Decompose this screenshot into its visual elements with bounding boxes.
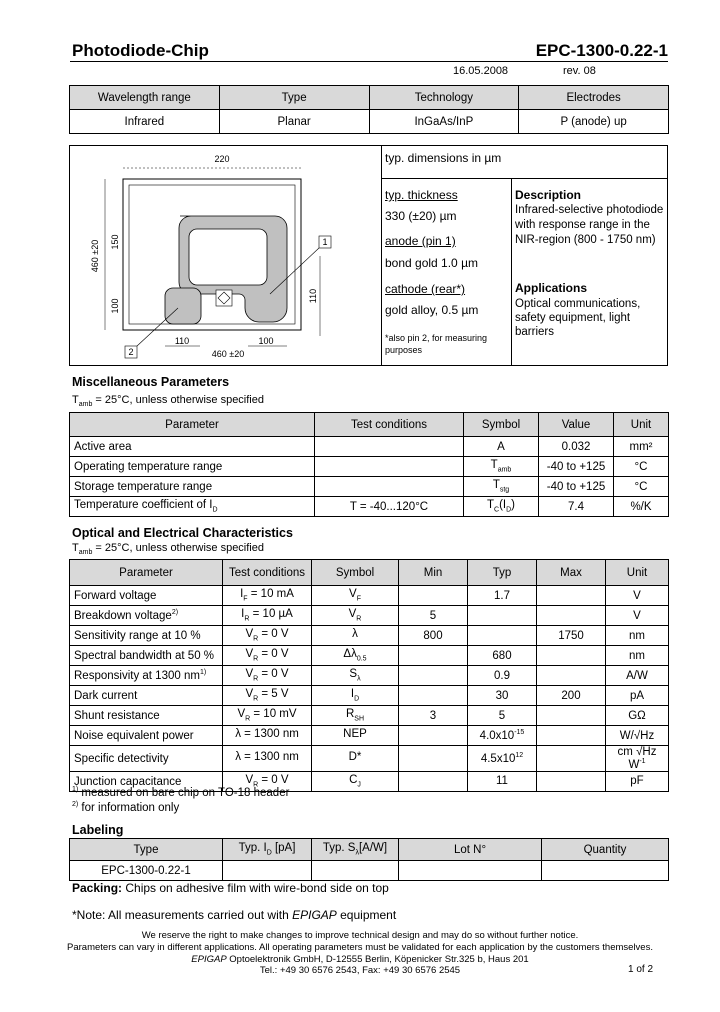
footer-line1: We reserve the right to make changes to improve technical design and may do so without further notice.: [141, 930, 579, 941]
opt-table: [69, 559, 669, 792]
table-row: Spectral bandwidth at 50 % $V_R = 0$ V $\Delta\lambda_{0.5}$ 680 nm: [70, 646, 669, 666]
dim-bottom: 460 ±20: [211, 349, 245, 359]
table-row: EPC-1300-0.22-1: [70, 861, 669, 881]
dim-right: 110: [308, 288, 318, 304]
opt-th-typ: Typ: [468, 560, 537, 586]
summary-table: [69, 85, 669, 134]
spec-divider-h: [381, 178, 668, 179]
table-row: Specific detectivity λ = 1300 nm D* $4.5x10^{12}$ cm √Hz $W^{-1}$: [70, 746, 669, 772]
cathode-note: *also pin 2, for measuring purposes: [385, 333, 488, 355]
dim-left-inner: 150: [110, 234, 120, 250]
anode-label: anode (pin 1): [385, 234, 456, 248]
dim-top: 220: [214, 154, 230, 164]
opt-th-symbol: Symbol: [312, 560, 399, 586]
opt-th-max: Max: [537, 560, 606, 586]
labeling-title: Labeling: [72, 823, 124, 837]
footnote-1: $^{1)}$ measured on bare chip on TO-18 header: [72, 786, 290, 799]
typ-dimensions: typ. dimensions in µm: [385, 151, 502, 165]
doc-date: 16.05.2008: [453, 65, 509, 77]
anode-value: bond gold 1.0 µm: [385, 256, 478, 270]
label-th-id: Typ. $I_D$ [pA]: [223, 839, 312, 861]
chip-drawing: [70, 146, 380, 365]
applications-text: Optical communications, safety equipment, light barriers: [515, 298, 641, 338]
td-wavelength: Infrared: [70, 110, 220, 134]
thickness-label: typ. thickness: [385, 188, 458, 202]
doc-rev: rev. 08: [563, 65, 596, 77]
footer-line3: EPIGAP Optoelektronik GmbH, D-12555 Berlin, Köpenicker Str.325 b, Haus 201: [191, 954, 529, 965]
opt-th-param: Parameter: [70, 560, 223, 586]
doc-title: Photodiode-Chip: [72, 41, 209, 60]
dim-bot-right: 100: [258, 336, 274, 346]
description-text: Infrared-selective photodiode with response range in the NIR-region (800 - 1750 nm): [515, 204, 664, 246]
table-row: Storage temperature range $T_{stg}$ -40 to +125 °C: [70, 477, 669, 497]
table-row: Junction capacitance $V_R = 0$ V $C_J$ 11 pF: [70, 771, 669, 791]
spec-divider-v2: [511, 178, 512, 366]
header-rule: [70, 61, 668, 62]
table-row: Noise equivalent power λ = 1300 nm NEP $4.0x10^{-15}$ W/√Hz: [70, 726, 669, 746]
dim-bot-left: 110: [174, 336, 190, 346]
table-row: Responsivity at 1300 $nm^{1)}$ $V_R = 0$ V $S_\lambda$ 0.9 A/W: [70, 666, 669, 686]
misc-th-cond: Test conditions: [315, 413, 464, 437]
misc-title: Miscellaneous Parameters: [72, 375, 230, 389]
description-title: Description: [515, 188, 582, 202]
th-technology: Technology: [369, 86, 519, 110]
misc-th-param: Parameter: [70, 413, 315, 437]
pin1-label: 1: [322, 237, 328, 247]
table-row: Temperature coefficient of $I_D$ T = -40...120°C $T_C(I_D)$ 7.4 %/K: [70, 497, 669, 517]
table-row: Shunt resistance $V_R = 10$ mV $R_{SH}$ 3 5 GΩ: [70, 706, 669, 726]
table-row: Active area A 0.032 mm²: [70, 437, 669, 457]
misc-th-unit: Unit: [614, 413, 669, 437]
dim-left-low: 100: [110, 298, 120, 314]
td-type: Planar: [219, 110, 369, 134]
misc-th-symbol: Symbol: [464, 413, 539, 437]
opt-title: Optical and Electrical Characteristics: [72, 526, 293, 540]
table-row: Sensitivity range at 10 % $V_R = 0$ V λ 800 1750 nm: [70, 626, 669, 646]
opt-th-unit: Unit: [606, 560, 669, 586]
footer-line2: Parameters can vary in different applications. All operating parameters must be validated for each application by the customers themselves.: [67, 942, 653, 953]
opt-th-cond: Test conditions: [223, 560, 312, 586]
table-row: Dark current $V_R = 5$ V $I_D$ 30 200 pA: [70, 686, 669, 706]
th-electrodes: Electrodes: [519, 86, 669, 110]
labeling-table: [69, 838, 669, 881]
opt-conditions: $T_{amb} = 25^\circ C$, unless otherwise specified: [72, 542, 264, 557]
opt-th-min: Min: [399, 560, 468, 586]
active-area: [189, 229, 267, 285]
measurement-note: *Note: All measurements carried out with EPIGAP equipment: [72, 908, 397, 922]
misc-table: [69, 412, 669, 517]
th-wavelength: Wavelength range: [70, 86, 220, 110]
table-row: Operating temperature range $T_{amb}$ -40 to +125 °C: [70, 457, 669, 477]
th-type: Type: [219, 86, 369, 110]
footer-line4: Tel.: +49 30 6576 2543, Fax: +49 30 6576 2545: [259, 965, 461, 976]
cathode-value: gold alloy, 0.5 µm: [385, 303, 479, 317]
label-th-s: Typ. $S_\lambda[A/W]$: [312, 839, 399, 861]
td-electrodes: P (anode) up: [519, 110, 669, 134]
applications-title: Applications: [515, 281, 588, 295]
label-th-lot: Lot N°: [399, 839, 542, 861]
label-th-qty: Quantity: [542, 839, 669, 861]
misc-conditions: $T_{amb} = 25^\circ C$, unless otherwise specified: [72, 394, 264, 409]
footnote-2: $^{2)}$ for information only: [72, 801, 180, 814]
page-number: 1 of 2: [628, 964, 654, 975]
thickness-value: 330 (±20) µm: [385, 209, 457, 223]
cathode-pad: [165, 288, 201, 324]
part-number: EPC-1300-0.22-1: [535, 41, 668, 60]
table-row: Forward voltage $I_F = 10$ mA $V_F$ 1.7 V: [70, 586, 669, 606]
label-th-type: Type: [70, 839, 223, 861]
cathode-label: cathode (rear*): [385, 282, 466, 296]
dim-left-outer: 460 ±20: [90, 239, 100, 273]
table-row: Breakdown voltage$^{2)}$ $I_R = 10$ µA $V_R$ 5 V: [70, 606, 669, 626]
pin2-label: 2: [128, 347, 134, 357]
td-technology: InGaAs/InP: [369, 110, 519, 134]
packing: Packing: Chips on adhesive film with wire-bond side on top: [72, 881, 389, 895]
misc-th-value: Value: [539, 413, 614, 437]
